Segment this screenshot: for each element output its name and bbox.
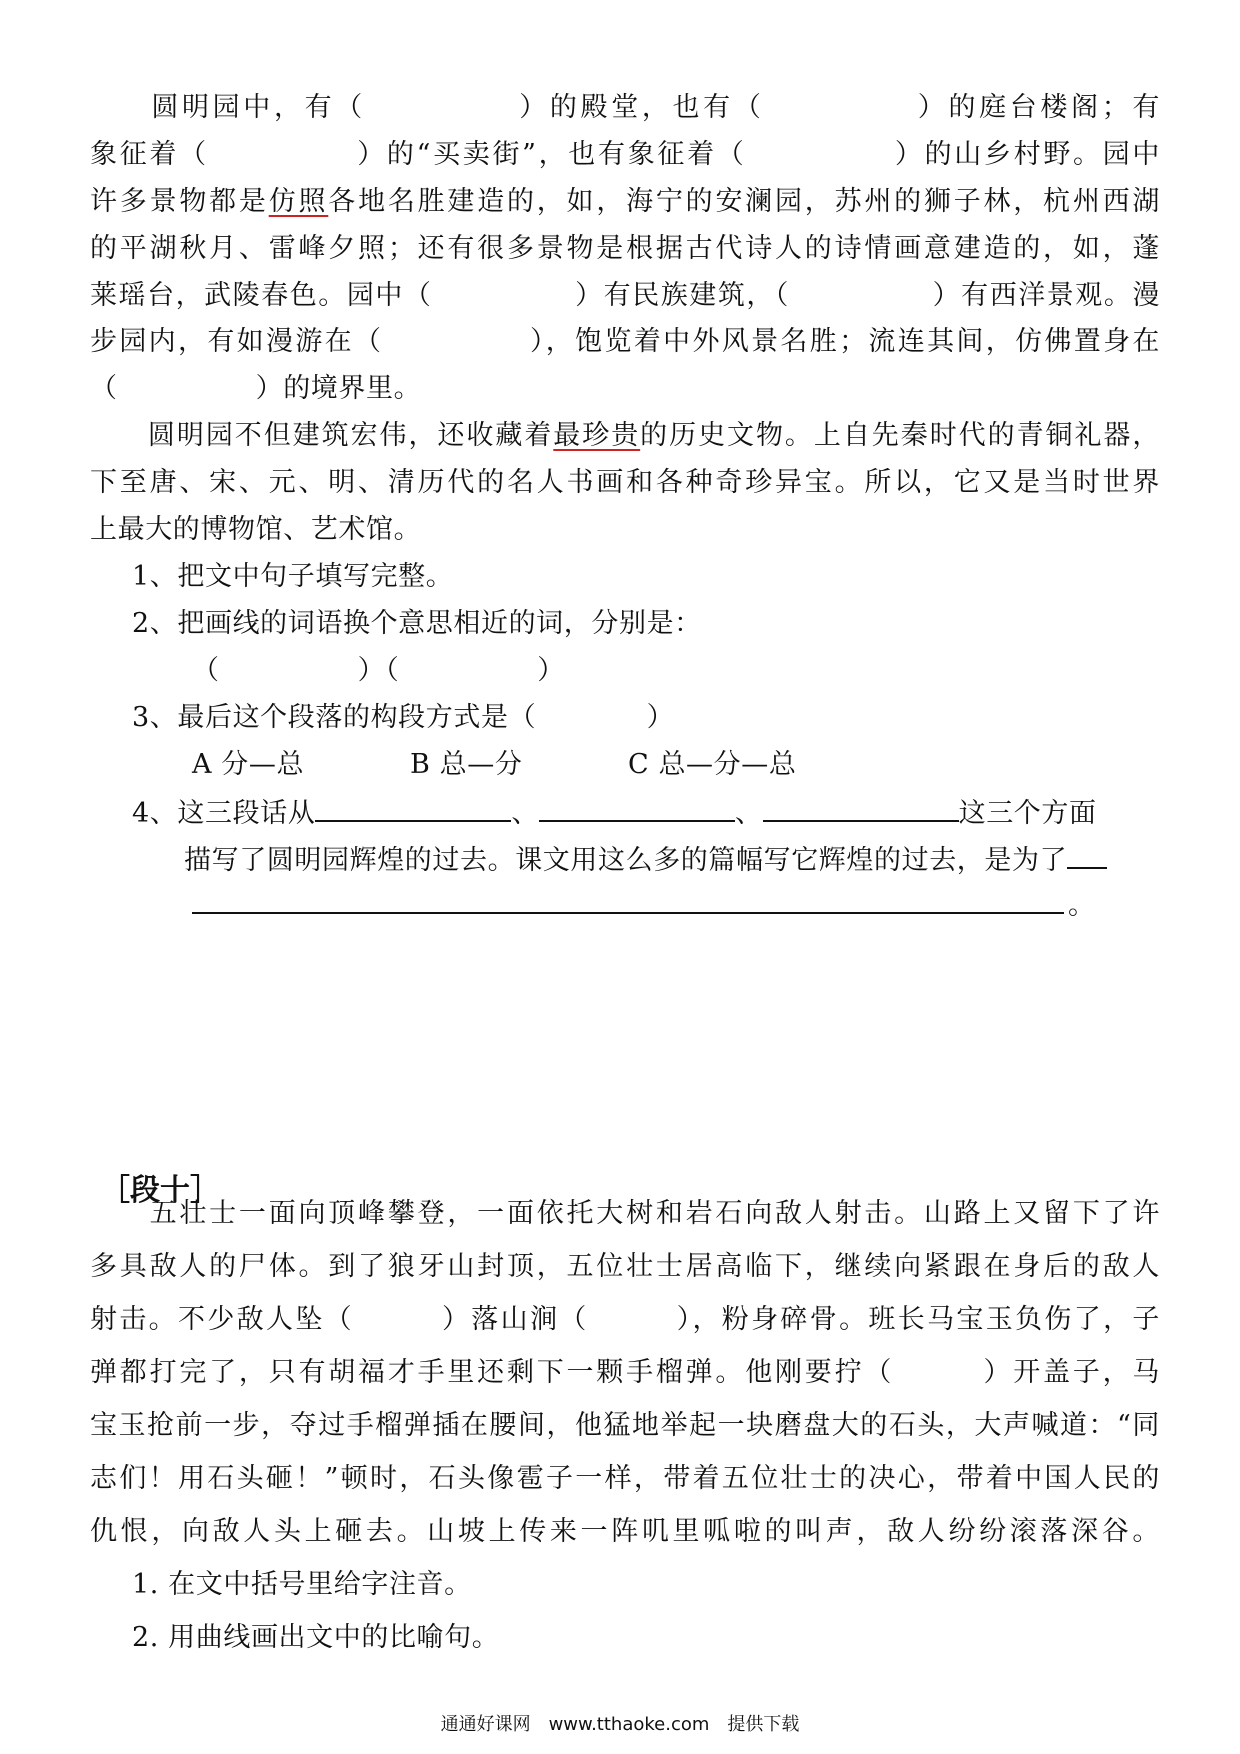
- separator: 、: [735, 798, 763, 829]
- p2-line-3: 上最大的博物馆、艺术馆。: [90, 514, 422, 545]
- p10-question-1: 1. 在文中括号里给字注音。: [132, 1569, 472, 1600]
- p10-line-5: 宝玉抢前一步，夺过手榴弹插在腰间，他猛地举起一块磨盘大的石头，大声喊道：“同: [90, 1410, 1160, 1441]
- question-2: 2、把画线的词语换个意思相近的词，分别是：: [132, 608, 702, 639]
- option-c: C 总—分—总: [628, 749, 797, 780]
- option-a: A 分—总: [192, 749, 305, 780]
- question-3: 3、最后这个段落的构段方式是（ ）: [132, 702, 675, 733]
- question-1: 1、把文中句子填写完整。: [132, 561, 454, 592]
- p10-line-1: 五壮士一面向顶峰攀登，一面依托大树和岩石向敌人射击。山路上又留下了许: [90, 1198, 1160, 1229]
- p1-line-3: [90, 182, 1160, 222]
- option-b: B 总—分: [410, 749, 523, 780]
- answer-line-4[interactable]: [192, 912, 1064, 914]
- p1-line-7: （ ）的境界里。: [90, 373, 422, 404]
- p1-line-6: 步园内，有如漫游在（ ），饱览着中外风景名胜；流连其间，仿佛置身在: [90, 326, 1160, 357]
- p10-line-7: 仇恨，向敌人头上砸去。山坡上传来一阵叽里呱啦的叫声，敌人纷纷滚落深谷。: [90, 1516, 1160, 1547]
- p1-line-5: 莱瑶台，武陵春色。园中（ ）有民族建筑，（ ）有西洋景观。漫: [90, 280, 1160, 311]
- text-segment: 的历史文物。上自先秦时代的青铜礼器，: [640, 420, 1160, 451]
- p1-line-2: 象征着（ ）的“买卖街”，也有象征着（ ）的山乡村野。园中: [90, 139, 1160, 170]
- p10-line-4: 弹都打完了，只有胡福才手里还剩下一颗手榴弹。他刚要拧（ ）开盖子，马: [90, 1357, 1160, 1388]
- answer-blank-2[interactable]: [539, 792, 735, 822]
- p10-question-2: 2. 用曲线画出文中的比喻句。: [132, 1622, 500, 1653]
- question-2-blanks: （ ）（ ）: [192, 655, 565, 686]
- answer-blank-1[interactable]: [315, 792, 511, 822]
- underlined-word-zuizhengui: 最珍贵: [553, 420, 641, 451]
- p10-line-3: 射击。不少敌人坠（ ）落山涧（ ），粉身碎骨。班长马宝玉负伤了，子: [90, 1304, 1160, 1335]
- p2-line-2: 下至唐、宋、元、明、清历代的名人书画和各种奇珍异宝。所以，它又是当时世界: [90, 467, 1160, 498]
- footer-credit: 通通好课网 www.tthaoke.com 提供下载: [440, 1714, 800, 1735]
- question-4-line-1: [132, 792, 1162, 834]
- question-4-line-2: [184, 839, 1164, 881]
- underlined-word-fangzhao: 仿照: [268, 186, 329, 217]
- text-segment: 描写了圆明园辉煌的过去。课文用这么多的篇幅写它辉煌的过去，是为了: [184, 845, 1068, 876]
- text-segment: 许多景物都是: [90, 186, 269, 217]
- answer-blank-4-start[interactable]: [1067, 839, 1107, 869]
- period: 。: [1068, 890, 1096, 921]
- text-segment: 各地名胜建造的，如，海宁的安澜园，苏州的狮子林，杭州西湖: [328, 186, 1160, 217]
- text-segment: 这三个方面: [958, 798, 1097, 829]
- p10-line-6: 志们！用石头砸！”顿时，石头像雹子一样，带着五位壮士的决心，带着中国人民的: [90, 1463, 1160, 1494]
- section-heading: ［段十］: [100, 1173, 220, 1208]
- p10-line-2: 多具敌人的尸体。到了狼牙山封顶，五位壮士居高临下，继续向紧跟在身后的敌人: [90, 1251, 1160, 1282]
- text-segment: 圆明园不但建筑宏伟，还收藏着: [90, 420, 554, 451]
- p1-line-4: 的平湖秋月、雷峰夕照；还有很多景物是根据古代诗人的诗情画意建造的，如，蓬: [90, 233, 1160, 264]
- p2-line-1: [90, 416, 1160, 456]
- p1-line-1: 圆明园中，有（ ）的殿堂，也有（ ）的庭台楼阁；有: [90, 92, 1160, 123]
- text-segment: 4、这三段话从: [132, 798, 316, 829]
- separator: 、: [511, 798, 539, 829]
- answer-blank-3[interactable]: [763, 792, 959, 822]
